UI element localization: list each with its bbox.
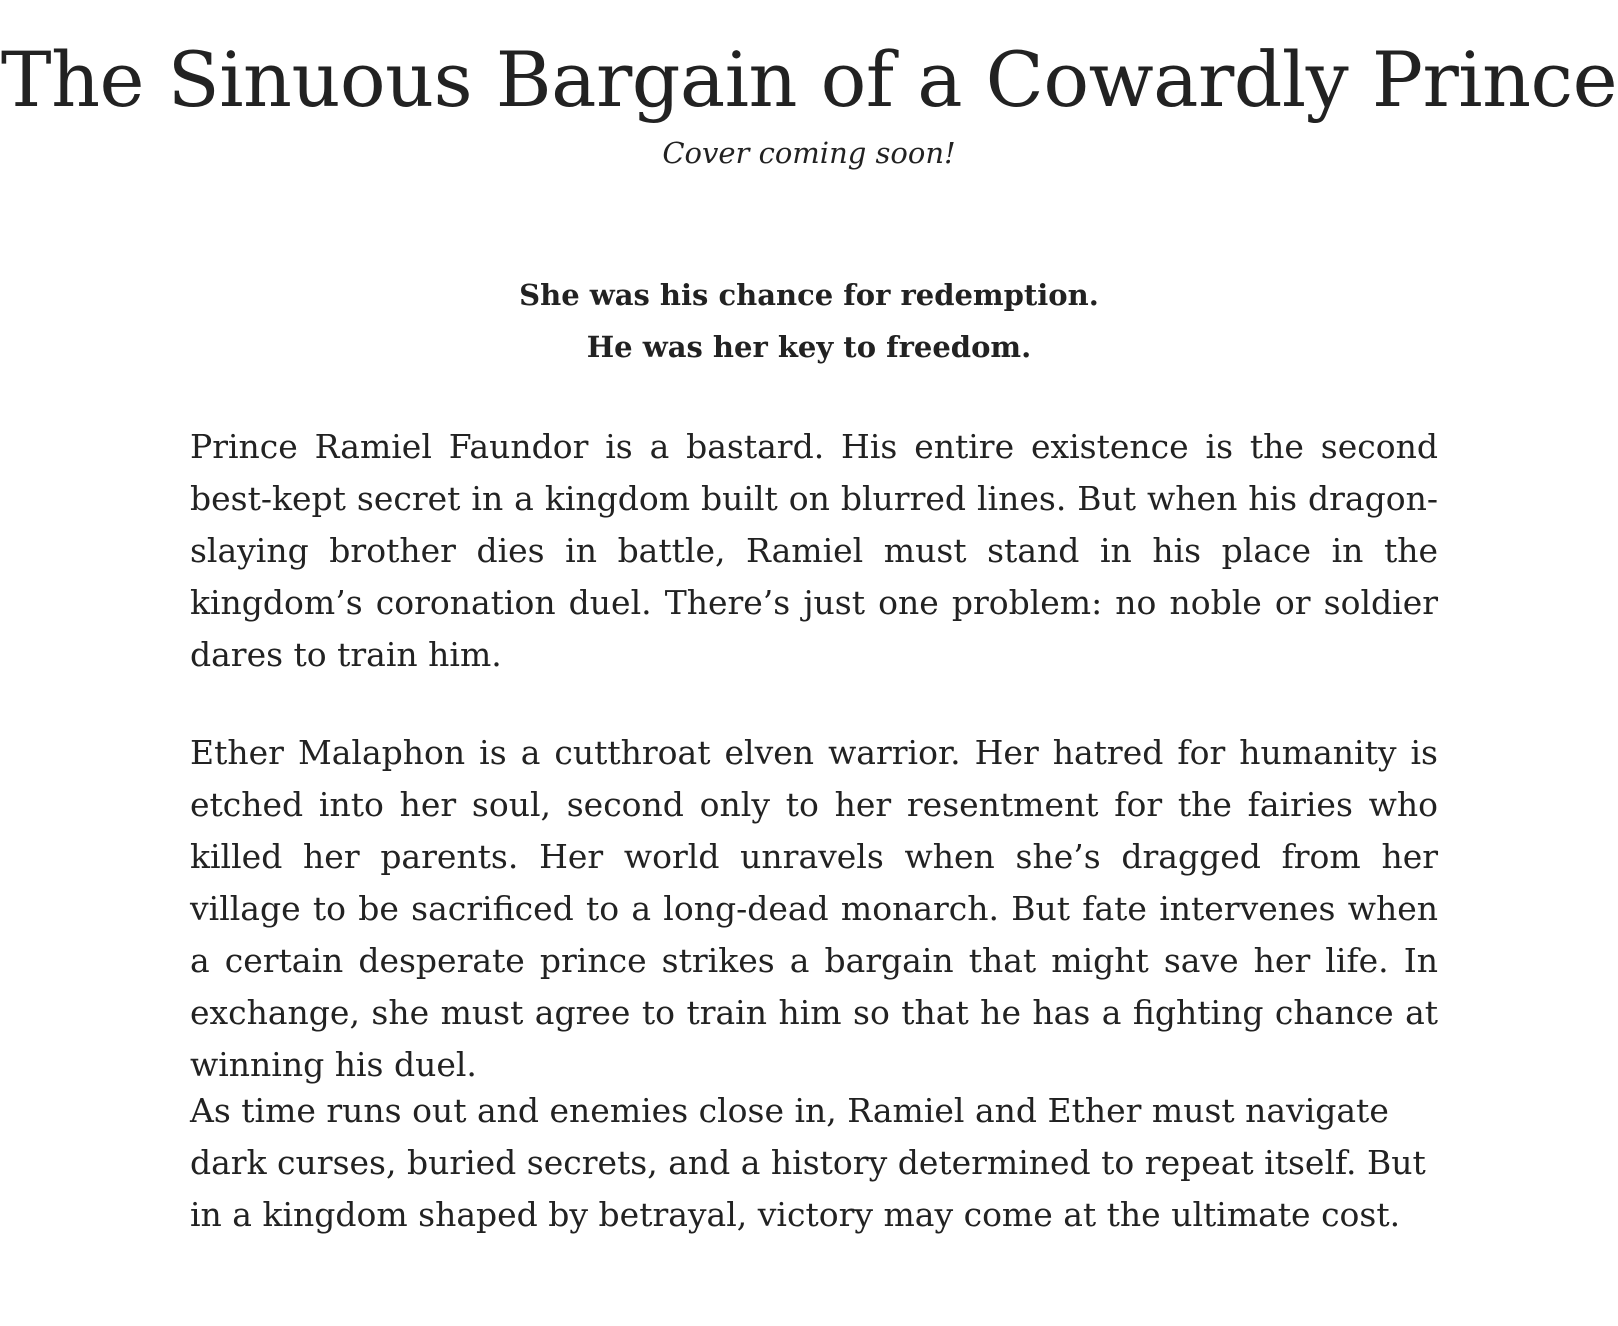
tagline-freedom: He was her key to freedom. [586, 330, 1032, 364]
blurb-paragraph-stakes: As time runs out and enemies close in, Ramiel and Ether must navigate dark curses, buried secrets, and a history determined to repeat itself. But in a kingdom shaped by betrayal, victory may come at the ultimate cost. [190, 1091, 1426, 1234]
blurb-paragraph-ether: Ether Malaphon is a cutthroat elven warrior. Her hatred for humanity is etched into her soul, second only to her resentment for the fairies who killed her parents. Her world unravels when she’s dragged from her village to be sacrificed to a long-dead monarch. But fate intervenes when a certain desperate prince strikes a bargain that might save her life. In exchange, she must agree to train him so that he has a fighting chance at winning his duel. [190, 733, 1438, 1084]
tagline-redemption: She was his chance for redemption. [519, 278, 1099, 312]
blurb-paragraph-ramiel: Prince Ramiel Faundor is a bastard. His entire existence is the second best-kept secret in a kingdom built on blurred lines. But when his dragon-slaying brother dies in battle, Ramiel must stand in his place in the kingdom’s coronation duel. There’s just one problem: no noble or soldier dares to train him. [190, 427, 1438, 674]
cover-note: Cover coming soon! [662, 136, 956, 170]
book-title: The Sinuous Bargain of a Cowardly Prince [0, 35, 1618, 124]
